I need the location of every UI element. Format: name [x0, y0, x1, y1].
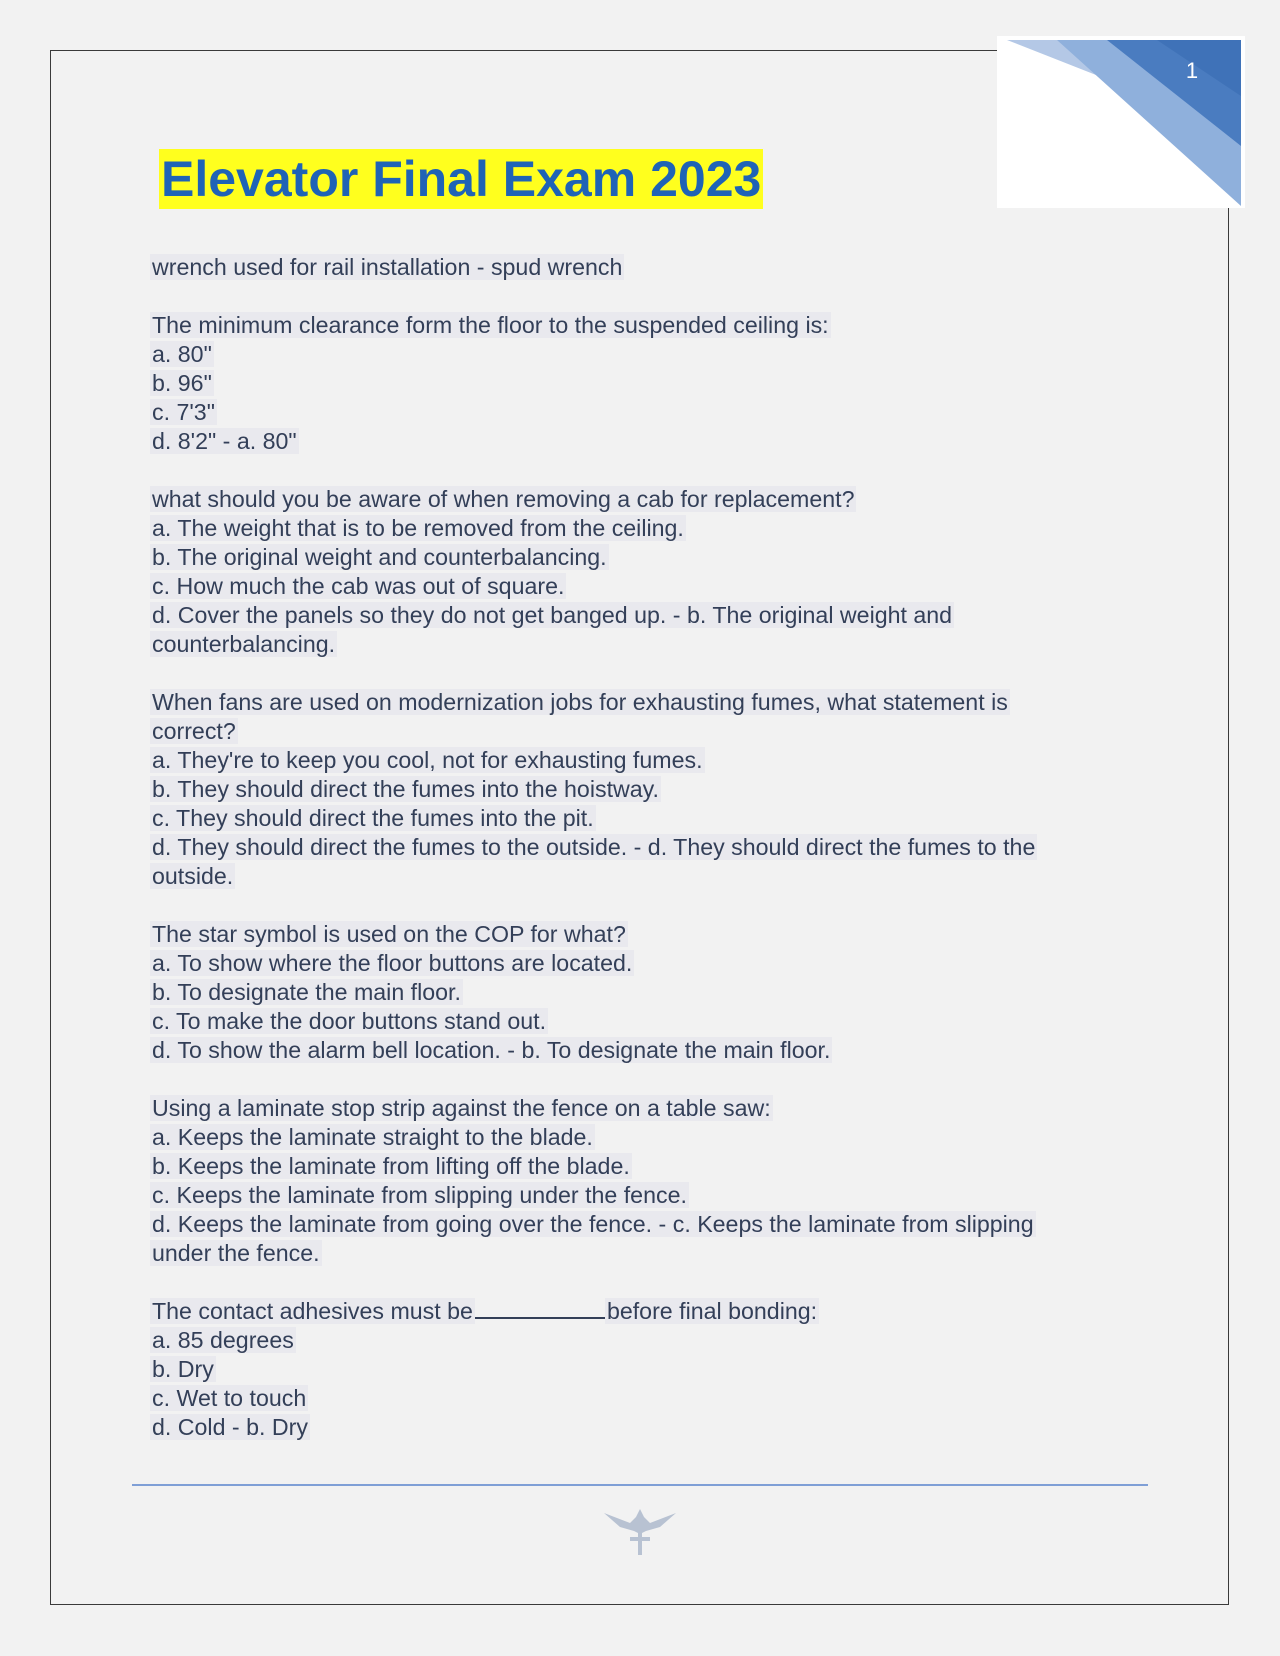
intro-block	[150, 253, 1130, 282]
option-a: a. Keeps the laminate straight to the blade.	[152, 1124, 593, 1150]
option-b: b. 96"	[152, 370, 212, 396]
corner-triangles-icon	[997, 36, 1245, 208]
question-block-4	[150, 920, 1130, 1065]
option-b: b. The original weight and counterbalancing.	[152, 544, 607, 570]
question-text: Using a laminate stop strip against the fence on a table saw:	[152, 1095, 771, 1121]
question-block-2	[150, 485, 1130, 659]
option-b: b. Keeps the laminate from lifting off the blade.	[152, 1153, 630, 1179]
question-text: The star symbol is used on the COP for what?	[152, 921, 626, 947]
question-text-after-blank: before final bonding:	[606, 1298, 818, 1324]
exam-content	[150, 253, 1130, 1471]
option-d-answer: d. Keeps the laminate from going over the fence. - c. Keeps the laminate from slipping	[152, 1211, 1034, 1237]
option-c: c. Wet to touch	[152, 1385, 307, 1411]
fill-in-blank-line	[475, 1297, 605, 1319]
page-title: Elevator Final Exam 2023	[161, 151, 762, 207]
question-text: what should you be aware of when removing a cab for replacement?	[152, 486, 855, 512]
option-d-answer-cont: outside.	[152, 863, 234, 889]
page-number: 1	[1185, 58, 1199, 83]
question-block-1	[150, 311, 1130, 456]
question-block-3	[150, 688, 1130, 891]
option-c: c. How much the cab was out of square.	[152, 573, 565, 599]
question-text: When fans are used on modernization jobs for exhausting fumes, what statement is	[152, 689, 1008, 715]
option-d-answer-cont: under the fence.	[152, 1240, 320, 1266]
question-block-5	[150, 1094, 1130, 1268]
corner-decoration	[997, 36, 1245, 208]
bird-logo-icon	[600, 1503, 680, 1559]
option-b: b. Dry	[152, 1356, 214, 1382]
option-b: b. To designate the main floor.	[152, 979, 461, 1005]
question-text-before-blank: The contact adhesives must be	[152, 1298, 473, 1324]
option-a: a. The weight that is to be removed from the ceiling.	[152, 515, 684, 541]
option-c: c. They should direct the fumes into the pit.	[152, 805, 594, 831]
question-block-6	[150, 1297, 1130, 1442]
option-d-answer: d. Cold - b. Dry	[152, 1414, 308, 1440]
option-d-answer: d. 8'2" - a. 80"	[152, 428, 297, 454]
option-d-answer: d. To show the alarm bell location. - b. To designate the main floor.	[152, 1037, 831, 1063]
footer-divider	[132, 1484, 1148, 1486]
option-d-answer: d. They should direct the fumes to the outside. - d. They should direct the fumes to the	[152, 834, 1036, 860]
option-a: a. 85 degrees	[152, 1327, 294, 1353]
option-c: c. Keeps the laminate from slipping under the fence.	[152, 1182, 687, 1208]
option-c: c. To make the door buttons stand out.	[152, 1008, 547, 1034]
question-text: The minimum clearance form the floor to the suspended ceiling is:	[152, 312, 829, 338]
question-text-cont: correct?	[152, 718, 236, 744]
intro-text: wrench used for rail installation - spud wrench	[152, 254, 623, 280]
option-a: a. 80"	[152, 341, 212, 367]
option-a: a. To show where the floor buttons are located.	[152, 950, 633, 976]
option-b: b. They should direct the fumes into the hoistway.	[152, 776, 659, 802]
option-d-answer-cont: counterbalancing.	[152, 631, 336, 657]
option-a: a. They're to keep you cool, not for exhausting fumes.	[152, 747, 703, 773]
option-d-answer: d. Cover the panels so they do not get banged up. - b. The original weight and	[152, 602, 953, 628]
option-c: c. 7'3"	[152, 399, 215, 425]
